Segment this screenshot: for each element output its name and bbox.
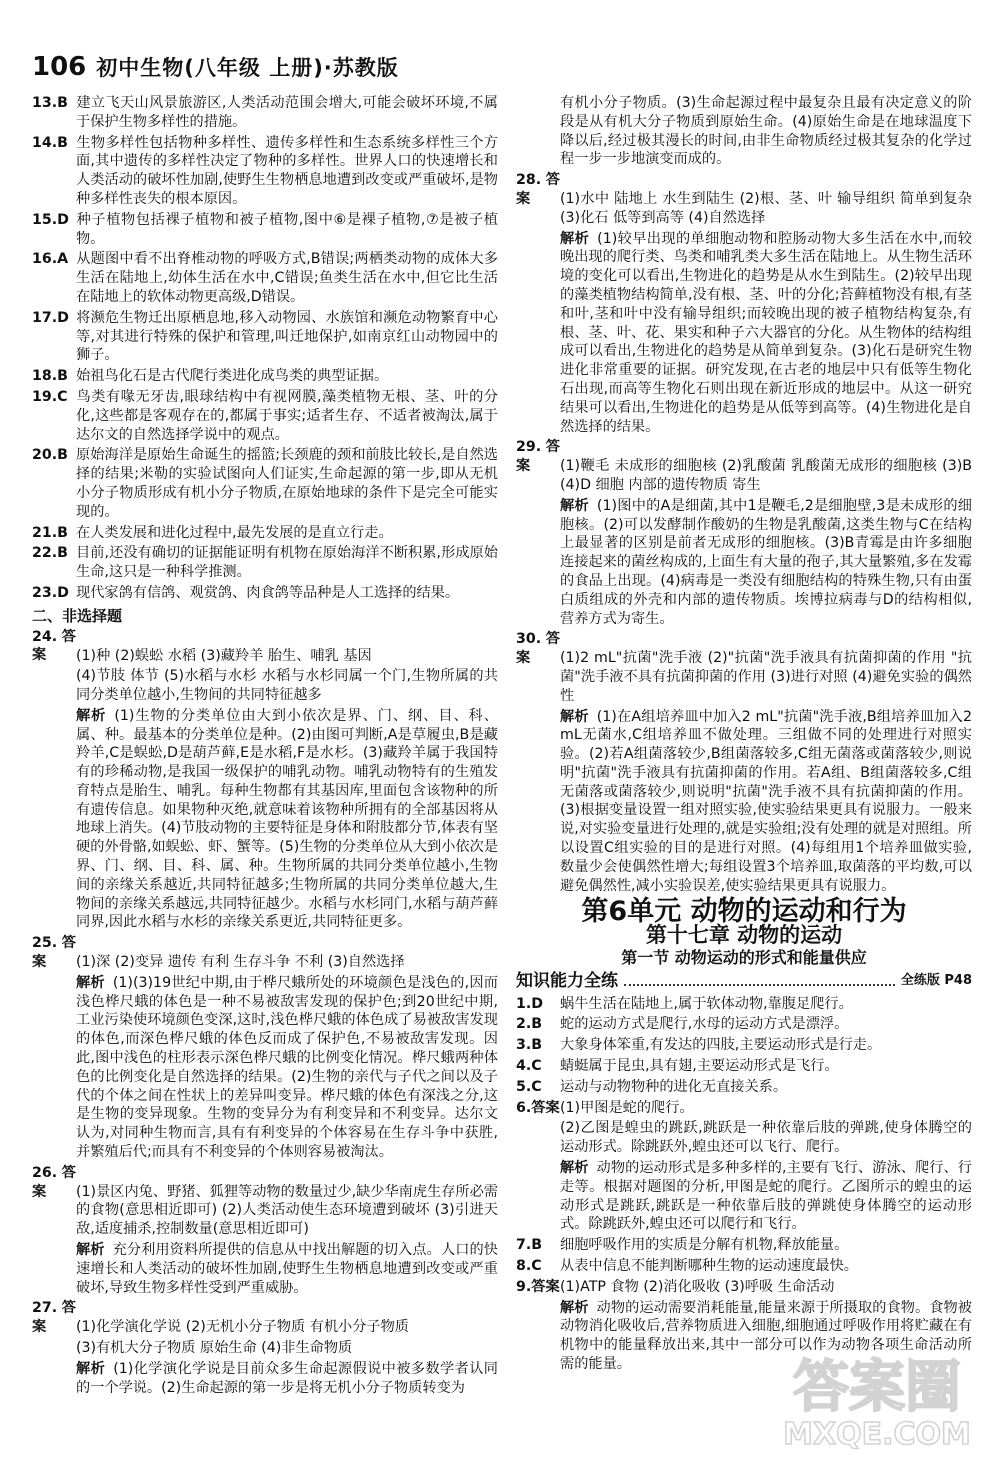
right-column — [516, 94, 972, 1376]
answer-item: 28.答案 (1)水中 陆地上 水生到陆生 (2)根、茎、叶 输导组织 简单到复杂 (3)化石 低等到高等 (4)自然选择 — [516, 172, 972, 226]
analysis: 解析 (1)生物的分类单位由大到小依次是界、门、纲、目、科、属、种。最基本的分类单位是种。(2)由图可判断,A是草履虫,B是藏羚羊,C是蜈蚣,D是葫芦藓,E是水稻,F是水杉。(3)藏羚羊属于我国特有的珍稀动物,是我国一级保护的哺乳动物。哺乳动物特有的生殖发育特点是胎生、哺乳。每种生物都有其基因库,里面包含该物种的所有遗传信息。如果物种灭绝,就意味着该物种所拥有的全部基因将从地球上消失。(4)节肢动物的主要特征是身体和附肢都分节,体表有坚硬的外骨骼,如蜈蚣、虾、蟹等。(5)生物的分类单位从大到小依次是界、门、纲、目、科、属、种。生物所属的共同分类单位越小,生物间的亲缘关系越近,共同特征越多;生物所属的共同分类单位越大,生物间的亲缘关系越远,共同特征越少。水稻与水杉同门,水稻与葫芦藓同界,因此水稻与水杉的亲缘关系更近,共同特征更多。 — [76, 707, 498, 931]
answer-item: 1.D 蜗牛生活在陆地上,属于软体动物,靠腹足爬行。 — [516, 995, 853, 1012]
answer-item: 22.B 目前,还没有确切的证据能证明有机物在原始海洋不断积累,形成原始生命,这只是一种科学推测。 — [32, 545, 498, 581]
analysis: 解析 (1)化学演化学说是目前众多生命起源假说中被多数学者认同的一个学说。(2)生命起源的第一步是将无机小分子物质转变为 — [76, 1360, 498, 1396]
section-heading: 二、非选择题 — [32, 606, 123, 625]
answer-continuation: (4)节肢 体节 (5)水稻与水杉 水稻与水杉同属一个门,生物所属的共同分类单位越小,生物间的共同特征越多 — [76, 668, 498, 703]
dotted-leader — [624, 984, 895, 986]
answer-item: 2.B 蛇的运动方式是爬行,水母的运动方式是漂浮。 — [516, 1016, 849, 1033]
answer-item: 24.答案 (1)种 (2)蜈蚣 水稻 (3)藏羚羊 胎生、哺乳 基因 — [32, 628, 372, 664]
answer-item: 30.答案 (1)2 mL"抗菌"洗手液 (2)"抗菌"洗手液具有抗菌抑菌的作用 "抗菌"洗手液不具有抗菌抑菌的作用 (3)进行对照 (4)避免实验的偶然性 — [516, 631, 972, 704]
answer-item: 29.答案 (1)鞭毛 未成形的细胞核 (2)乳酸菌 乳酸菌无成形的细胞核 (3)B (4)D 细胞 内部的遗传物质 寄生 — [516, 439, 972, 493]
left-column — [32, 94, 498, 1399]
analysis: 解析 (1)较早出现的单细胞动物和腔肠动物大多生活在水中,而较晚出现的爬行类、鸟类和哺乳类大多生活在陆地上。从生物生活环境的变化可以看出,生物进化的趋势是从水生到陆生。(2)较早出现的藻类植物结构简单,没有根、茎、叶的分化;苔藓植物没有根,有茎和叶,茎和叶中没有输导组织;而较晚出现的被子植物结构复杂,有根、茎、叶、花、果实和种子六大器官的分化。从生物体的结构组成可以看出,生物进化的趋势是从简单到复杂。(3)化石是研究生物进化非常重要的证据。研究发现,在古老的地层中只有低等生物化石出现,而高等生物化石则出现在新近形成的地层中。从这一研究结果可以看出,生物进化的趋势是从低等到高等。(4)生物进化是自然选择的结果。 — [560, 230, 972, 435]
book-title: 初中生物(八年级 上册)·苏教版 — [96, 56, 399, 80]
answer-item: 16.A 从题图中看不出脊椎动物的呼吸方式,B错误;两栖类动物的成体大多生活在陆地上,幼体生活在水中,C错误;鱼类生活在水中,但它比生活在陆地上的软体动物更高级,D错误。 — [32, 251, 498, 305]
answer-item: 4.C 蜻蜓属于昆虫,具有翅,主要运动形式是飞行。 — [516, 1058, 839, 1075]
section-title: 第一节 动物运动的形式和能量供应 — [621, 948, 867, 968]
page-header — [32, 52, 399, 86]
analysis: 解析 动物的运动形式是多种多样的,主要有飞行、游泳、爬行、行走等。根据对题图的分析,甲图是蛇的爬行。乙图所示的蝗虫的运动形式是跳跃,跳跃是一种依靠后肢的弹跳使身体腾空的运动形式。除跳跃外,蝗虫还可以爬行和飞行。 — [560, 1160, 972, 1233]
answer-item: 15.D 种子植物包括裸子植物和被子植物,图中⑥是裸子植物,⑦是被子植物。 — [32, 211, 498, 247]
answer-item: 3.B 大象身体笨重,有发达的四肢,主要运动形式是行走。 — [516, 1037, 882, 1054]
answer-item: 20.B 原始海洋是原始生命诞生的摇篮;长颈鹿的颈和前肢比较长,是自然选择的结果;米勒的实验试图向人们证实,生命起源的第一步,即从无机小分子物质形成有机小分子物质,在原始地球的条件下是完全可能实现的。 — [32, 447, 498, 520]
watermark-logo — [782, 1344, 972, 1454]
answer-continuation: (2)乙图是蝗虫的跳跃,跳跃是一种依靠后肢的弹跳,使身体腾空的运动形式。除跳跃外,蝗虫还可以飞行、爬行。 — [560, 1120, 972, 1156]
answer-item: 9.答案(1)ATP 食物 (2)消化吸收 (3)呼吸 生命活动 — [516, 1278, 835, 1295]
analysis: 解析 动物的运动需要消耗能量,能量来源于所摄取的食物。食物被动物消化吸收后,营养物质进入细胞,细胞通过呼吸作用将贮藏在有机物中的能量释放出来,其中一部分可以作为动物各项生命活动所需的能量。 — [560, 1299, 972, 1372]
page-number: 106 — [32, 52, 87, 82]
answer-item: 14.B 生物多样性包括物种多样性、遗传多样性和生态系统多样性三个方面,其中遗传的多样性决定了物种的多样性。世界人口的快速增长和人类活动的破坏性加剧,使野生生物栖息地遭到改变或严重破坏,是物种多样性丧失的根本原因。 — [32, 134, 498, 207]
practice-bar — [516, 972, 972, 991]
answer-item: 21.B 在人类发展和进化过程中,最先发展的是直立行走。 — [32, 524, 393, 541]
watermark-text: 答案圈 — [793, 1355, 961, 1420]
answer-item: 26.答案 (1)景区内兔、野猪、狐狸等动物的数量过少,缺少华南虎生存所必需的食物(意思相近即可) (2)人类活动使生态环境遭到破坏 (3)引进天敌,适度捕杀,控制数量(意思相近即可) — [32, 1164, 498, 1238]
watermark-url: MXQE.COM — [783, 1417, 971, 1452]
answer-item: 13.B 建立飞天山风景旅游区,人类活动范围会增大,可能会破坏环境,不属于保护生物多样性的措施。 — [32, 95, 498, 130]
answer-item: 18.B 始祖鸟化石是古代爬行类进化成鸟类的典型证据。 — [32, 368, 389, 385]
unit-title: 第6单元 动物的运动和行为 — [581, 896, 907, 928]
answer-item: 17.D 将濒危生物迁出原栖息地,移入动物园、水族馆和濒危动物繁育中心等,对其进行特殊的保护和管理,叫迁地保护,如南京红山动物园中的狮子。 — [32, 309, 498, 364]
analysis: 解析 (1)在A组培养皿中加入2 mL"抗菌"洗手液,B组培养皿加入2 mL无菌水,C组培养皿不做处理。三组做不同的处理进行对照实验。(2)若A组菌落较少,B组菌落较多,C组无菌落或菌落较少,则说明"抗菌"洗手液具有抗菌抑菌的作用。若A组、B组菌落较多,C组无菌落或菌落较少,则说明"抗菌"洗手液不具有抗菌抑菌的作用。(3)根据变量设置一组对照实验,使实验结果更具有说服力。一般来说,对实验变量进行处理的,就是实验组;没有处理的就是对照组。所以设置C组实验的目的是进行对照。(4)每组用1个培养皿做实验,数量少会使偶然性增大;每组设置3个培养皿,取菌落的平均数,可以避免偶然性,减小实验误差,使实验结果更具有说服力。 — [560, 708, 972, 894]
practice-title: 知识能力全练 — [516, 970, 618, 991]
answer-item: 7.B 细胞呼吸作用的实质是分解有机物,释放能量。 — [516, 1237, 849, 1254]
analysis-continuation: 有机小分子物质。(3)生命起源过程中最复杂且最有决定意义的阶段是从有机大分子物质到原始生命。(4)原始生命是在地球温度下降以后,经过极其漫长的时间,由非生命物质经过极其复杂的化学过程一步一步地演变而成的。 — [560, 95, 972, 168]
chapter-title: 第十七章 动物的运动 — [645, 923, 843, 948]
analysis: 解析 充分利用资料所提供的信息从中找出解题的切入点。人口的快速增长和人类活动的破坏性加剧,使野生生物栖息地遭到改变或严重破坏,导致生物多样性受到严重威胁。 — [76, 1242, 498, 1296]
answer-item: 8.C 从表中信息不能判断哪种生物的运动速度最快。 — [516, 1258, 858, 1275]
answer-item: 5.C 运动与动物物种的进化无直接关系。 — [516, 1078, 788, 1095]
answer-item: 25.答案 (1)深 (2)变异 遗传 有利 生存斗争 不利 (3)自然选择 — [32, 935, 405, 971]
answer-item: 23.D 现代家鸽有信鸽、观赏鸽、肉食鸽等品种是人工选择的结果。 — [32, 584, 460, 601]
answer-item: 19.C 鸟类有喙无牙齿,眼球结构中有视网膜,藻类植物无根、茎、叶的分化,这些都是客观存在的,都属于事实;适者生存、不适者被淘汰,属于达尔文的自然选择学说中的观点。 — [32, 388, 498, 443]
analysis: 解析 (1)图中的A是细菌,其中1是鞭毛,2是细胞壁,3是未成形的细胞核。(2)可以发酵制作酸奶的生物是乳酸菌,这类生物与C在结构上最显著的区别是前者无成形的细胞核。(3)B青霉是由许多细胞连接起来的菌丝构成的,上面生有大量的孢子,其大量繁殖,多在发霉的食品上出现。(4)病毒是一类没有细胞结构的特殊生物,只有由蛋白质组成的外壳和内部的遗传物质。埃博拉病毒与D的结构相似,营养方式为寄生。 — [560, 497, 972, 627]
answer-continuation: (3)有机大分子物质 原始生命 (4)非生命物质 — [76, 1340, 353, 1356]
analysis: 解析 (1)(3)19世纪中期,由于桦尺蛾所处的环境颜色是浅色的,因而浅色桦尺蛾的体色是一种不易被敌害发现的保护色;到20世纪中期,工业污染使环境颜色变深,这时,浅色桦尺蛾的体色成了易被敌害发现的体色,而深色桦尺蛾的体色反而成了保护色,不易被敌害发现。因此,图中浅色的柱形表示深色桦尺蛾的比例变化情况。桦尺蛾两种体色的比例变化是自然选择的结果。(2)生物的亲代与子代之间以及子代的个体之间在性状上的差异叫变异。桦尺蛾的体色有深浅之分,这是生物的变异现象。生物的变异分为有利变异和不利变异。达尔文认为,对同种生物而言,具有有利变异的个体容易在生存斗争中获胜,并繁殖后代;而具有不利变异的个体则容易被淘汰。 — [76, 974, 498, 1161]
practice-page-ref: 全练版 P48 — [900, 972, 972, 988]
answer-item: 6.答案(1)甲图是蛇的爬行。 — [516, 1099, 694, 1116]
answer-item: 27.答案 (1)化学演化学说 (2)无机小分子物质 有机小分子物质 — [32, 1300, 409, 1336]
